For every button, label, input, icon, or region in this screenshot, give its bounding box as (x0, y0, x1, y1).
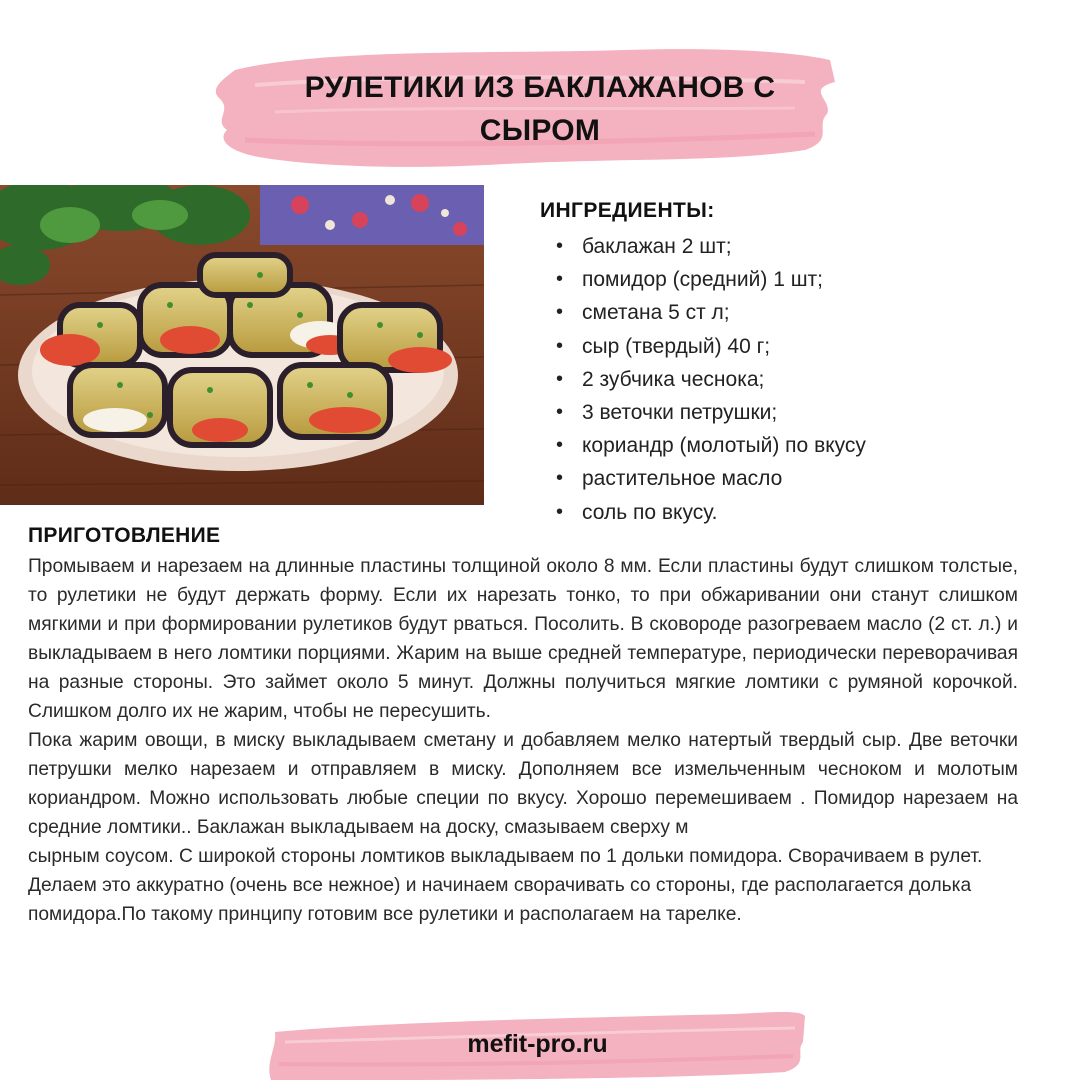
preparation-paragraph-1: Промываем и нарезаем на длинные пластины толщиной около 8 мм. Если пластины будут слишком толстые, то рулетики не будут держать форму. Если их нарезать тонко, то при обжаривании они станут слишком мягкими и при формировании рулетиков будут рваться. Посолить. В сковороде разогреваем масло (2 ст. л.) и выкладываем в него ломтики порциями. Жарим на выше средней температуре, периодически переворачивая на разные стороны. Это займет около 5 минут. Должны получиться мягкие ломтики с румяной корочкой. Слишком долго их не жарим, чтобы не пересушить. (28, 556, 1018, 722)
list-item: • соль по вкусу. (540, 496, 1060, 529)
bullet-icon: • (556, 434, 564, 457)
ingredients-section (540, 198, 1060, 529)
ingredients-list (540, 230, 1060, 529)
bullet-icon: • (556, 334, 564, 357)
list-item: • 2 зубчика чеснока; (540, 363, 1060, 396)
site-url: mefit-pro.ru (467, 1030, 608, 1058)
preparation-heading: ПРИГОТОВЛЕНИЕ (28, 524, 221, 547)
preparation-paragraph-2: Пока жарим овощи, в миску выкладываем сметану и добавляем мелко натертый твердый сыр. Две веточки петрушки мелко нарезаем и отправляем в миску. Дополняем все измельченным чесноком и молотым кориандром. Можно использовать любые специи по вкусу. Хорошо перемешиваем . Помидор нарезаем на средние ломтики.. Баклажан выкладываем на доску, смазываем сверху м (28, 730, 1018, 838)
eggplant-rolls-photo (0, 185, 484, 505)
preparation-section (28, 520, 1018, 929)
list-item: • сыр (твердый) 40 г; (540, 330, 1060, 363)
bullet-icon: • (556, 467, 564, 490)
list-item: • 3 веточки петрушки; (540, 396, 1060, 429)
list-item: • кориандр (молотый) по вкусу (540, 429, 1060, 462)
title-line-1: РУЛЕТИКИ ИЗ БАКЛАЖАНОВ С (304, 71, 776, 104)
list-item: • баклажан 2 шт; (540, 230, 1060, 263)
list-item: • сметана 5 ст л; (540, 296, 1060, 329)
bullet-icon: • (556, 500, 564, 523)
bullet-icon: • (556, 268, 564, 291)
ingredients-heading: ИНГРЕДИЕНТЫ: (540, 199, 715, 222)
page-title (220, 66, 860, 152)
list-item: • помидор (средний) 1 шт; (540, 263, 1060, 296)
title-line-2: СЫРОМ (479, 114, 601, 147)
bullet-icon: • (556, 301, 564, 324)
list-item: • растительное масло (540, 462, 1060, 495)
preparation-paragraph-3: сырным соусом. С широкой стороны ломтиков выкладываем по 1 дольки помидора. Сворачиваем в рулет. Делаем это аккуратно (очень все нежное) и начинаем сворачивать со стороны, где располагается долька помидора.По такому принципу готовим все рулетики и располагаем на тарелке. (28, 846, 983, 925)
bullet-icon: • (556, 401, 564, 424)
bullet-icon: • (556, 367, 564, 390)
bullet-icon: • (556, 235, 564, 257)
